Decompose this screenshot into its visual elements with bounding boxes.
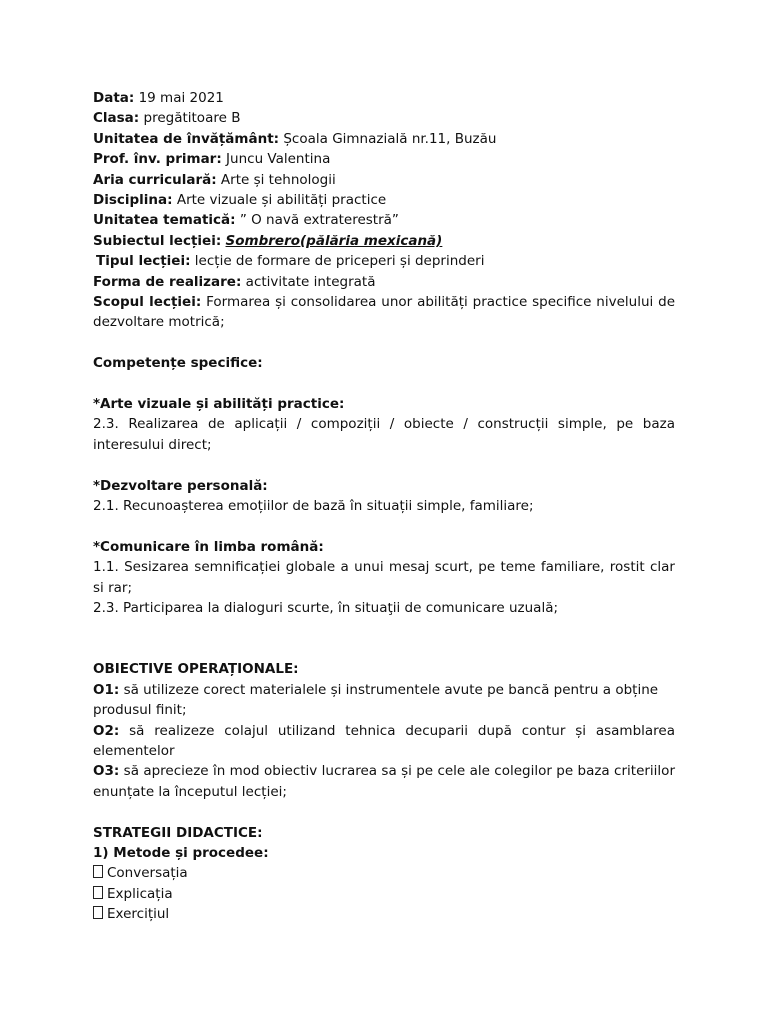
- objective-item: O2: să realizeze colajul utilizand tehnica decuparii după contur și asamblarea elementelor: [93, 722, 676, 759]
- competences-heading: Competențe specifice:: [93, 355, 263, 372]
- competence-item: 2.3. Realizarea de aplicații / compoziții / obiecte / construcții simple, pe baza interesului direct;: [93, 416, 675, 453]
- field-teacher: Prof. înv. primar: Juncu Valentina: [93, 151, 331, 168]
- objective-item: O1: să utilizeze corect materialele și instrumentele avute pe bancă pentru a obține produsul finit;: [93, 681, 659, 719]
- method-item: Conversația: [93, 863, 675, 883]
- competence-item: 2.3. Participarea la dialoguri scurte, în situaţii de comunicare uzuală;: [93, 600, 559, 617]
- checkbox-glyph-icon: [93, 886, 103, 899]
- spacer: [93, 333, 675, 353]
- method-item: Explicația: [93, 884, 675, 904]
- objectives-heading: OBIECTIVE OPERAȚIONALE:: [93, 661, 299, 678]
- field-thematic-unit: Unitatea tematică: ” O navă extraterestră”: [93, 212, 399, 229]
- competence-group-title: *Arte vizuale și abilități practice:: [93, 396, 345, 413]
- field-lesson-type: Tipul lecției: lecție de formare de priceperi și deprinderi: [96, 253, 485, 270]
- field-lesson-subject: Subiectul lecției: Sombrero(pălăria mexicană): [93, 232, 443, 249]
- spacer: [93, 802, 675, 822]
- field-scope: Scopul lecției: Formarea și consolidarea unor abilități practice specifice nivelului de dezvoltare motrică;: [93, 294, 675, 331]
- objective-item: O3: să aprecieze în mod obiectiv lucrarea sa și pe cele ale colegilor pe baza criteriilor enunțate la începutul lecției;: [93, 763, 675, 800]
- strategies-heading: STRATEGII DIDACTICE:: [93, 824, 263, 841]
- competence-item: 1.1. Sesizarea semnificației globale a unui mesaj scurt, pe teme familiare, rostit clar si rar;: [93, 559, 675, 596]
- field-class: Clasa: pregătitoare B: [93, 110, 241, 127]
- field-discipline: Disciplina: Arte vizuale și abilități practice: [93, 192, 387, 209]
- competence-group-title: *Comunicare în limba română:: [93, 538, 324, 555]
- spacer: [93, 516, 675, 536]
- field-school: Unitatea de învățământ: Școala Gimnazială nr.11, Buzău: [93, 130, 497, 147]
- spacer: [93, 374, 675, 394]
- field-form: Forma de realizare: activitate integrată: [93, 273, 376, 290]
- checkbox-glyph-icon: [93, 906, 103, 919]
- field-date: Data: 19 mai 2021: [93, 90, 224, 106]
- spacer: [93, 455, 675, 475]
- methods-subheading: 1) Metode și procedee:: [93, 844, 269, 861]
- checkbox-glyph-icon: [93, 865, 103, 878]
- lesson-plan-document: [93, 88, 675, 925]
- competence-group-title: *Dezvoltare personală:: [93, 477, 268, 494]
- spacer: [93, 619, 675, 639]
- method-item: Exercițiul: [93, 904, 675, 924]
- competence-item: 2.1. Recunoașterea emoțiilor de bază în situații simple, familiare;: [93, 498, 534, 515]
- spacer: [93, 639, 675, 659]
- field-curricular-area: Aria curriculară: Arte și tehnologii: [93, 171, 336, 188]
